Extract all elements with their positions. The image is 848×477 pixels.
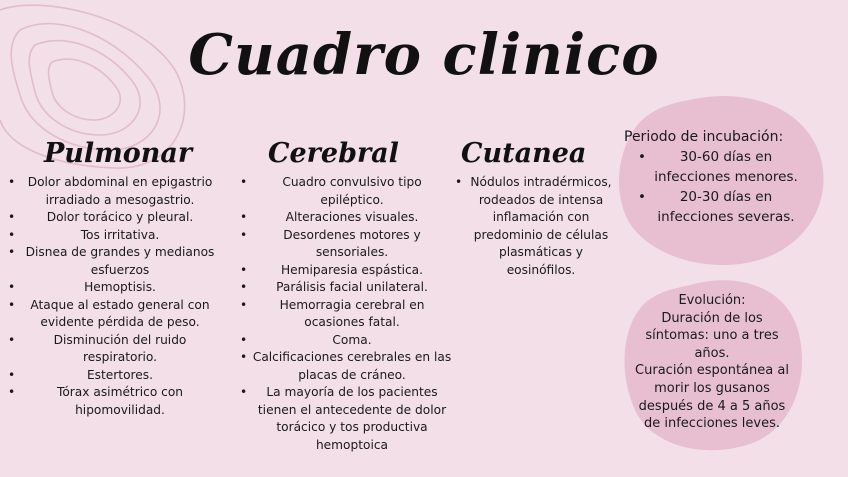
cerebral-heading: Cerebral: [268, 138, 399, 169]
list-item: • Desordenes motores y sensoriales.: [238, 227, 452, 262]
list-item: • Nódulos intradérmicos, rodeados de intensa inflamación con predominio de células plasmáticas y eosinófilos.: [453, 174, 615, 279]
incubation-list: [624, 147, 810, 227]
list-item: • Hemorragia cerebral en ocasiones fatal.: [238, 297, 452, 332]
incubation-heading: Periodo de incubación:: [624, 129, 784, 145]
list-item: • La mayoría de los pacientes tienen el antecedente de dolor torácico y tos productiva hemoptoica: [238, 384, 452, 454]
list-item: • Calcificaciones cerebrales en las placas de cráneo.: [238, 349, 452, 384]
list-item: • 20-30 días en infecciones severas.: [624, 187, 810, 227]
evolution-duration: Duración de los síntomas: uno a tres años.: [645, 310, 779, 361]
incubation-period: [624, 127, 810, 227]
list-item: • Coma.: [238, 332, 452, 350]
list-item: • Alteraciones visuales.: [238, 209, 452, 227]
evolution-section: [630, 292, 794, 433]
cerebral-column: [238, 138, 452, 454]
pulmonar-heading: Pulmonar: [44, 138, 193, 169]
cutanea-heading: Cutanea: [461, 138, 587, 169]
list-item: • Ataque al estado general con evidente pérdida de peso.: [6, 297, 220, 332]
list-item: • Dolor torácico y pleural.: [6, 209, 220, 227]
list-item: • 30-60 días en infecciones menores.: [624, 147, 810, 187]
list-item: • Disnea de grandes y medianos esfuerzos: [6, 244, 220, 279]
list-item: • Parálisis facial unilateral.: [238, 279, 452, 297]
pulmonar-column: [6, 138, 220, 419]
list-item: • Dolor abdominal en epigastrio irradiado a mesogastrio.: [6, 174, 220, 209]
cerebral-list: [238, 174, 452, 454]
list-item: • Cuadro convulsivo tipo epiléptico.: [238, 174, 452, 209]
evolution-cure: Curación espontánea al morir los gusanos después de 4 a 5 años de infecciones leves.: [635, 363, 789, 432]
list-item: • Hemiparesia espástica.: [238, 262, 452, 280]
cutanea-column: [453, 138, 615, 279]
evolution-heading: Evolución:: [678, 293, 746, 308]
list-item: • Tórax asimétrico con hipomovilidad.: [6, 384, 220, 419]
page-title: Cuadro clinico: [188, 22, 660, 88]
pulmonar-list: [6, 174, 220, 419]
list-item: • Hemoptisis.: [6, 279, 220, 297]
cutanea-list: [453, 174, 615, 279]
list-item: • Estertores.: [6, 367, 220, 385]
list-item: • Disminución del ruido respiratorio.: [6, 332, 220, 367]
list-item: • Tos irritativa.: [6, 227, 220, 245]
